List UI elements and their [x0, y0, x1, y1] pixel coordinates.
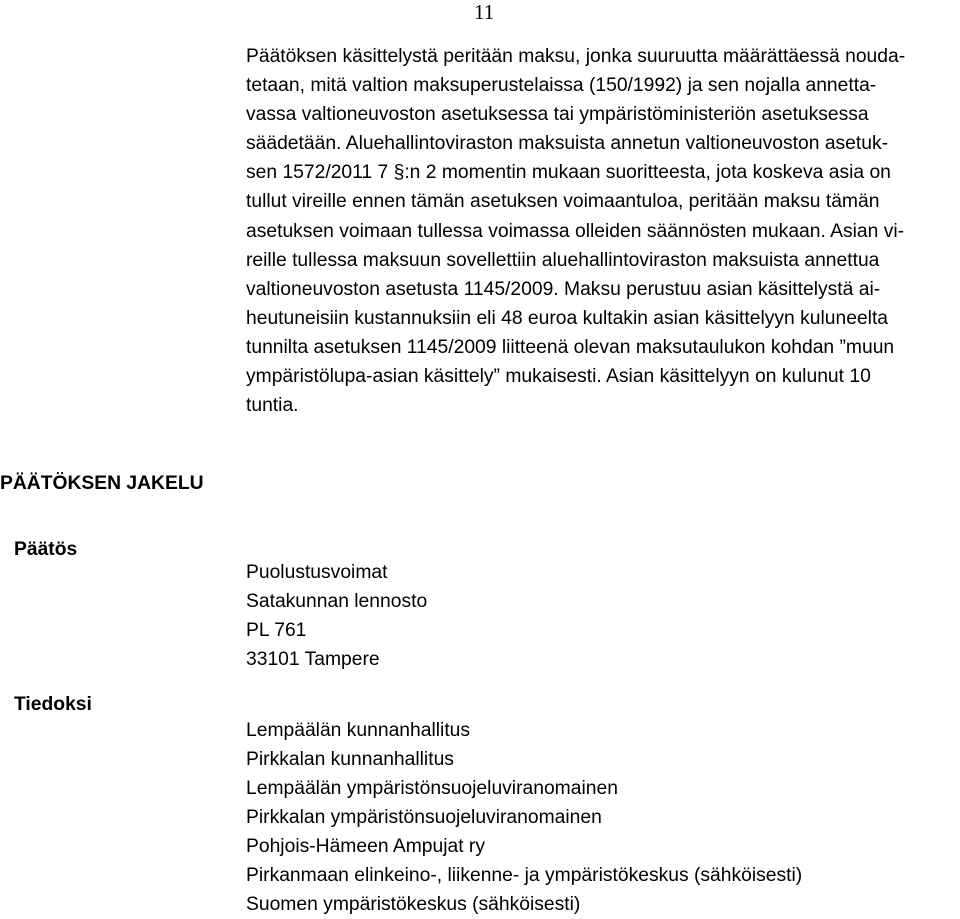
paragraph-line: heutuneisiin kustannuksiin eli 48 euroa kultakin asian käsittelyyn kuluneelta — [246, 307, 889, 329]
tiedoksi-label: Tiedoksi — [14, 694, 92, 715]
fee-paragraph — [246, 42, 905, 420]
recipient-line: Pirkkalan kunnanhallitus — [246, 749, 454, 770]
recipient-line: Suomen ympäristökeskus (sähköisesti) — [246, 894, 581, 915]
paragraph-line: tunnilta asetuksen 1145/2009 liitteenä olevan maksutaulukon kohdan ”muun — [246, 336, 895, 358]
recipient-line: Pirkkalan ympäristönsuojeluviranomainen — [246, 807, 602, 828]
recipient-line: Lempäälän kunnanhallitus — [246, 720, 471, 741]
paragraph-line: tuntia. — [246, 395, 299, 417]
recipient-line: Lempäälän ympäristönsuojeluviranomainen — [246, 778, 618, 799]
recipient-line: Satakunnan lennosto — [246, 591, 428, 612]
tiedoksi-recipient-list — [246, 716, 802, 919]
recipient-line: Pirkanmaan elinkeino-, liikenne- ja ympäristökeskus (sähköisesti) — [246, 865, 803, 886]
paragraph-line: ympäristölupa-asian käsittely” mukaisesti. Asian käsittelyyn on kulunut 10 — [246, 366, 871, 388]
recipient-line: PL 761 — [246, 620, 307, 641]
paragraph-line: sen 1572/2011 7 §:n 2 momentin mukaan suoritteesta, jota koskeva asia on — [246, 162, 891, 184]
paragraph-line: säädetään. Aluehallintoviraston maksuista annetun valtioneuvoston asetuk- — [246, 133, 889, 155]
recipient-line: Puolustusvoimat — [246, 562, 388, 583]
paragraph-line: reille tullessa maksuun sovellettiin aluehallintoviraston maksuista annettua — [246, 249, 880, 271]
page-number: 11 — [474, 0, 495, 24]
paragraph-line: tullut vireille ennen tämän asetuksen voimaantuloa, peritään maksu tämän — [246, 191, 880, 213]
distribution-heading: PÄÄTÖKSEN JAKELU — [0, 473, 204, 494]
paatos-recipient-list — [246, 558, 427, 674]
paragraph-line: valtioneuvoston asetusta 1145/2009. Maksu perustuu asian käsittelystä ai- — [246, 278, 881, 300]
paragraph-line: Päätöksen käsittelystä peritään maksu, jonka suuruutta määrättäessä nouda- — [246, 46, 906, 67]
paatos-label: Päätös — [14, 539, 78, 560]
paragraph-line: tetaan, mitä valtion maksuperustelaissa (150/1992) ja sen nojalla annetta- — [246, 75, 877, 97]
recipient-line: Pohjois-Hämeen Ampujat ry — [246, 836, 485, 857]
paragraph-line: asetuksen voimaan tullessa voimassa olleiden säännösten mukaan. Asian vi- — [246, 220, 905, 242]
paragraph-line: vassa valtioneuvoston asetuksessa tai ympäristöministeriön asetuksessa — [246, 104, 869, 126]
recipient-line: 33101 Tampere — [246, 649, 380, 670]
